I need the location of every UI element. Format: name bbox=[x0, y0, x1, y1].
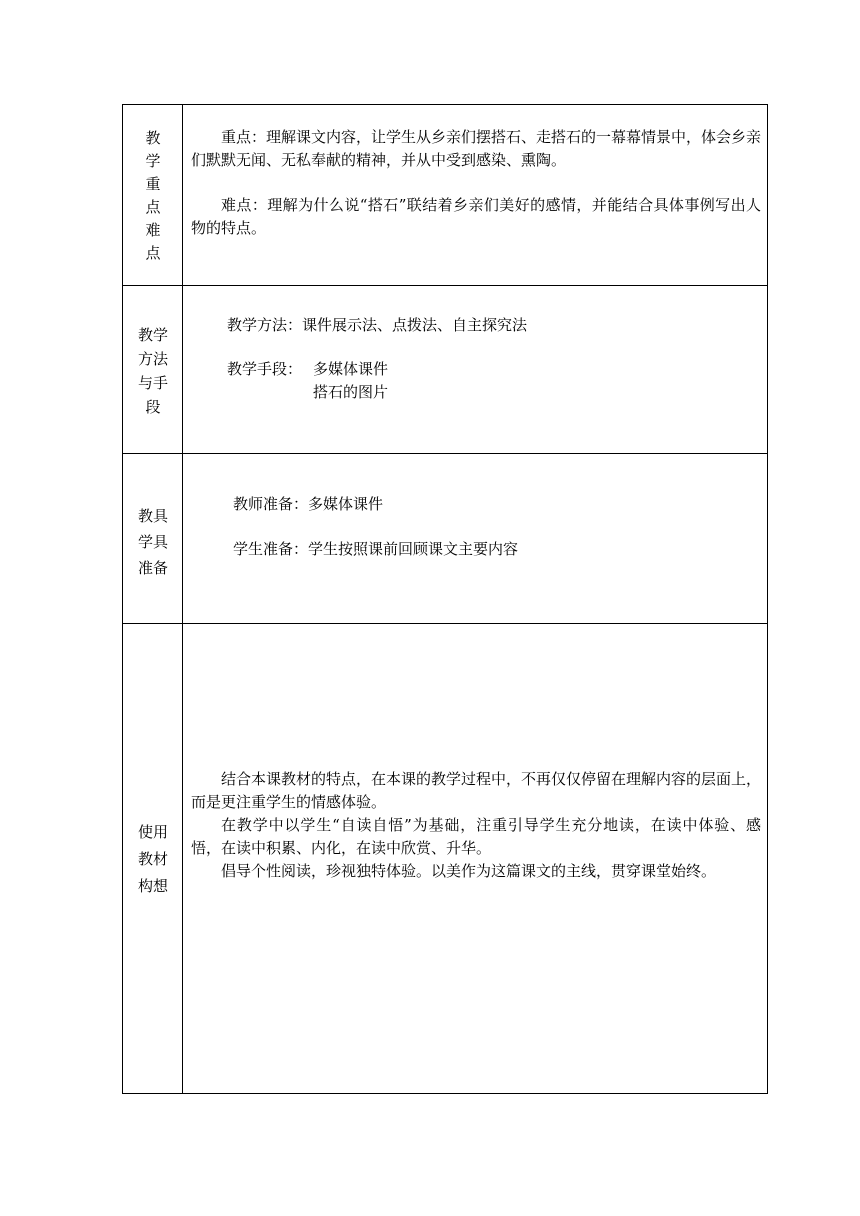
label-text: 教学 bbox=[137, 326, 168, 344]
row-preparation bbox=[123, 454, 767, 624]
row-key-points bbox=[123, 105, 767, 286]
label-char: 难 bbox=[145, 221, 161, 239]
difficult-point-paragraph: 难点：理解为什么说“搭石”联结着乡亲们美好的感情，并能结合具体事例写出人物的特点。 bbox=[191, 196, 761, 237]
label-text: 学具 bbox=[137, 533, 168, 551]
row-textbook-concept bbox=[123, 624, 767, 1093]
label-text: 段 bbox=[145, 398, 161, 416]
label-text: 构想 bbox=[137, 877, 168, 895]
label-char: 点 bbox=[145, 244, 161, 262]
label-char: 教 bbox=[145, 129, 161, 147]
concept-paragraph: 倡导个性阅读，珍视独特体验。以美作为这篇课文的主线，贯穿课堂始终。 bbox=[221, 862, 717, 880]
lesson-plan-table bbox=[122, 104, 768, 1094]
teacher-preparation: 教师准备：多媒体课件 bbox=[233, 495, 384, 513]
row-label-key-points bbox=[123, 105, 183, 285]
key-point-paragraph: 重点：理解课文内容，让学生从乡亲们摆搭石、走搭石的一幕幕情景中，体会乡亲们默默无闻、无私奉献的精神，并从中受到感染、熏陶。 bbox=[191, 128, 762, 169]
teaching-means-item: 多媒体课件 bbox=[313, 360, 389, 378]
label-text: 使用 bbox=[137, 823, 168, 841]
row-label-methods bbox=[123, 286, 183, 453]
label-text: 方法 bbox=[137, 350, 168, 368]
concept-paragraph: 结合本课教材的特点，在本课的教学过程中，不再仅仅停留在理解内容的层面上，而是更注重学生的情感体验。 bbox=[191, 770, 762, 811]
student-preparation: 学生准备：学生按照课前回顾课文主要内容 bbox=[233, 540, 519, 558]
row-content-preparation bbox=[183, 454, 767, 623]
row-content-textbook-concept bbox=[183, 624, 767, 1093]
label-text: 准备 bbox=[137, 559, 168, 577]
label-char: 学 bbox=[145, 152, 161, 170]
concept-paragraph: 在教学中以学生“自读自悟”为基础，注重引导学生充分地读，在读中体验、感悟，在读中积累、内化，在读中欣赏、升华。 bbox=[191, 816, 761, 857]
teaching-method: 教学方法：课件展示法、点拨法、自主探究法 bbox=[227, 316, 528, 334]
label-text: 教具 bbox=[137, 507, 168, 525]
row-content-key-points bbox=[183, 105, 767, 285]
teaching-means-item: 搭石的图片 bbox=[313, 383, 389, 401]
label-text: 与手 bbox=[137, 374, 168, 392]
label-text: 教材 bbox=[137, 850, 168, 868]
row-methods bbox=[123, 286, 767, 454]
teaching-means-label: 教学手段： bbox=[227, 360, 303, 378]
label-char: 点 bbox=[145, 198, 161, 216]
label-char: 重 bbox=[145, 175, 161, 193]
row-content-methods bbox=[183, 286, 767, 453]
row-label-preparation bbox=[123, 454, 183, 623]
row-label-textbook-concept bbox=[123, 624, 183, 1093]
